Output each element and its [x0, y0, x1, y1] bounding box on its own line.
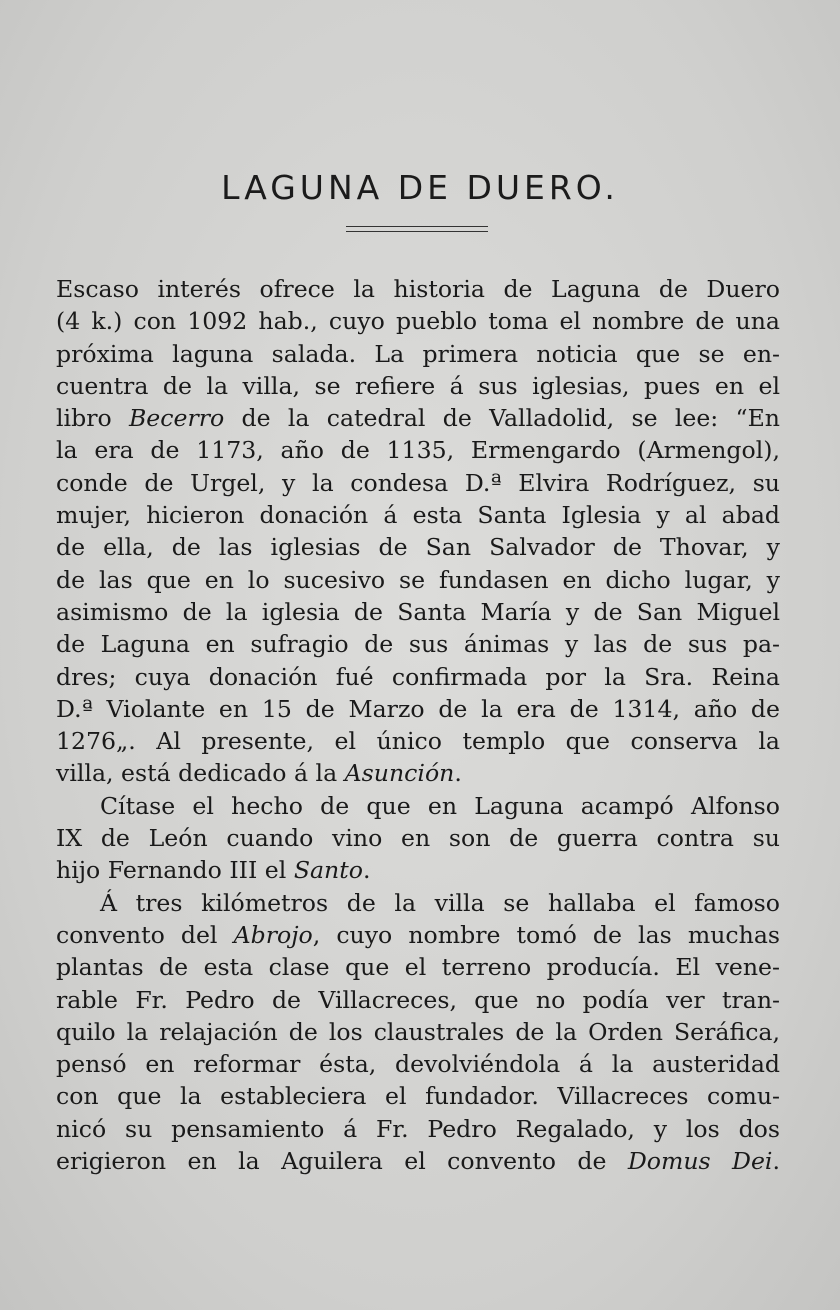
text-line: erigieron en la Aguilera el convento de Domus Dei. — [56, 1147, 780, 1176]
text-line: (4 k.) con 1092 hab., cuyo pueblo toma el nombre de una — [56, 307, 780, 336]
title-rule-top — [346, 226, 488, 227]
title-rule-bottom — [346, 231, 488, 232]
text-line: rable Fr. Pedro de Villacreces, que no podía ver tran- — [56, 985, 780, 1014]
text-line: nicó su pensamiento á Fr. Pedro Regalado, y los dos — [56, 1114, 780, 1143]
text-line: villa, está dedicado á la Asunción. — [56, 759, 462, 788]
text-line: Escaso interés ofrece la historia de Laguna de Duero — [56, 275, 780, 303]
text-line: Á tres kilómetros de la villa se hallaba el famoso — [100, 888, 780, 917]
text-line: IX de León cuando vino en son de guerra contra su — [56, 824, 780, 853]
paragraph — [56, 887, 780, 1178]
text-line: mujer, hicieron donación á esta Santa Iglesia y al abad — [56, 501, 780, 530]
text-line: de ella, de las iglesias de San Salvador de Thovar, y — [56, 533, 780, 562]
text-line: próxima laguna salada. La primera noticia que se en- — [56, 339, 780, 368]
text-line: de las que en lo sucesivo se fundasen en dicho lugar, y — [56, 565, 780, 594]
text-line: pensó en reformar ésta, devolviéndola á la austeridad — [56, 1050, 780, 1079]
body-text — [56, 273, 780, 1177]
text-line: dres; cuya donación fué confirmada por la Sra. Reina — [56, 662, 780, 691]
page-title: LAGUNA DE DUERO. — [221, 168, 619, 207]
text-line: quilo la relajación de los claustrales de la Orden Seráfica, — [56, 1017, 780, 1046]
text-line: 1276„. Al presente, el único templo que conserva la — [56, 727, 780, 756]
text-line: Cítase el hecho de que en Laguna acampó Alfonso — [100, 791, 780, 820]
text-line: libro Becerro de la catedral de Valladolid, se lee: “En — [56, 404, 780, 433]
text-line: asimismo de la iglesia de Santa María y de San Miguel — [56, 597, 780, 626]
text-line: con que la estableciera el fundador. Villacreces comu- — [56, 1082, 780, 1111]
text-line: hijo Fernando III el Santo. — [56, 856, 371, 885]
text-line: D.ª Violante en 15 de Marzo de la era de 1314, año de — [56, 694, 780, 723]
paragraph — [56, 790, 780, 887]
text-line: la era de 1173, año de 1135, Ermengardo (Armengol), — [56, 436, 780, 465]
text-line: cuentra de la villa, se refiere á sus iglesias, pues en el — [56, 371, 780, 400]
text-line: convento del Abrojo, cuyo nombre tomó de las muchas — [56, 920, 780, 949]
text-line: de Laguna en sufragio de sus ánimas y las de sus pa- — [56, 630, 780, 659]
text-line: plantas de esta clase que el terreno producía. El vene- — [56, 953, 780, 982]
text-line: conde de Urgel, y la condesa D.ª Elvira Rodríguez, su — [56, 468, 780, 497]
paragraph — [56, 273, 780, 790]
